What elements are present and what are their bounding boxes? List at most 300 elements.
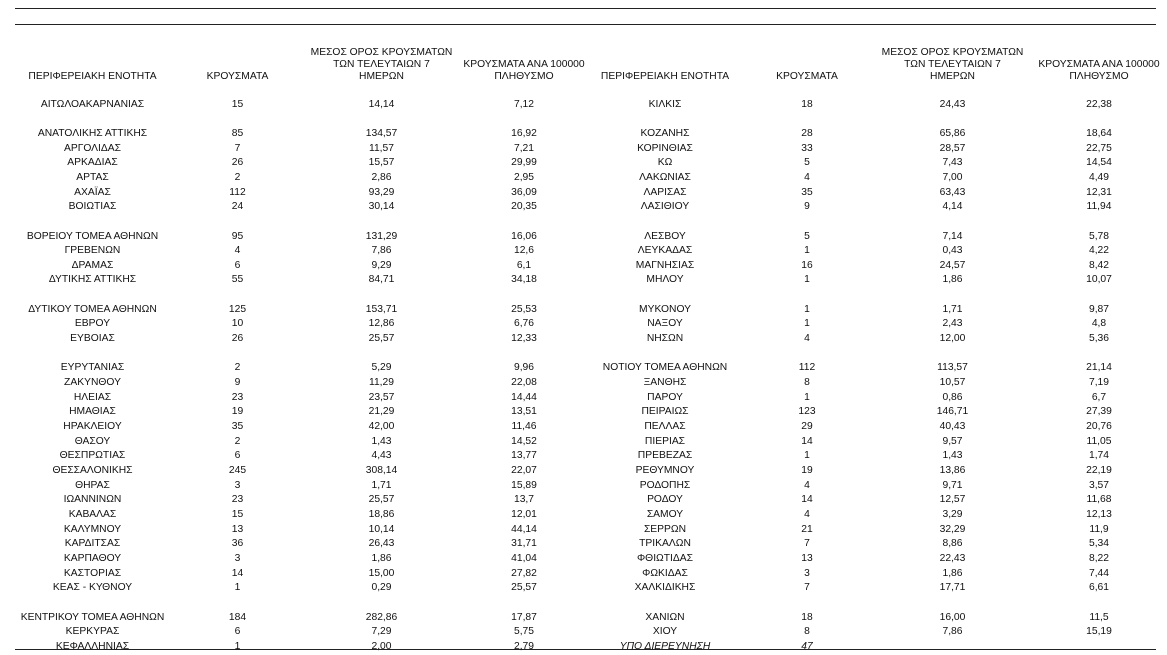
right-region-cell: ΚΙΛΚΙΣ (648, 98, 682, 110)
right-per100k-cell: 7,19 (1088, 377, 1110, 389)
left-cases-cell: 15 (231, 508, 244, 520)
left-cases-cell: 9 (234, 377, 241, 389)
left-avg7-cell: 42,00 (368, 421, 395, 433)
right-region-cell: ΜΑΓΝΗΣΙΑΣ (635, 259, 695, 271)
table-row (10, 303, 1162, 318)
left-cases-cell: 13 (231, 523, 244, 535)
right-avg7-cell: 7,14 (942, 230, 963, 242)
left-avg7-cell: 1,43 (371, 435, 392, 447)
left-cases-cell: 36 (231, 538, 244, 550)
right-per100k-cell: 5,34 (1088, 538, 1110, 550)
left-avg7-cell: 7,86 (371, 245, 392, 257)
left-region-cell: ΗΜΑΘΙΑΣ (69, 406, 116, 418)
left-per100k-cell: 15,89 (511, 479, 537, 491)
table-row (10, 537, 1162, 552)
right-per100k-cell: 5,78 (1088, 230, 1110, 242)
col-header-region-left: ΠΕΡΙΦΕΡΕΙΑΚΗ ΕΝΟΤΗΤΑ (28, 71, 157, 82)
right-cases-cell: 19 (801, 464, 813, 476)
left-avg7-cell: 93,29 (368, 186, 395, 198)
top-rule (15, 8, 1156, 9)
left-region-cell: ΚΕΝΤΡΙΚΟΥ ΤΟΜΕΑ ΑΘΗΝΩΝ (20, 611, 165, 623)
right-avg7-cell: 24,57 (939, 259, 966, 271)
right-per100k-cell: 5,36 (1088, 333, 1110, 345)
left-per100k-cell: 11,46 (511, 421, 537, 433)
left-cases-cell: 26 (231, 157, 244, 169)
right-per100k-cell: 18,64 (1086, 127, 1112, 139)
avg7-line2: ΤΩΝ ΤΕΛΕΥΤΑΙΩΝ 7 (904, 59, 1001, 70)
right-per100k-cell: 20,76 (1086, 421, 1112, 433)
right-avg7-cell: 1,43 (942, 450, 963, 462)
col-header-region-right: ΠΕΡΙΦΕΡΕΙΑΚΗ ΕΝΟΤΗΤΑ (600, 71, 730, 82)
right-avg7-cell: 7,43 (942, 157, 963, 169)
right-region-cell: ΜΗΛΟΥ (646, 274, 684, 286)
left-avg7-cell: 2,00 (371, 640, 392, 652)
right-cases-cell: 16 (801, 259, 813, 271)
right-region-cell: ΡΟΔΟΠΗΣ (639, 479, 691, 491)
right-avg7-cell: 9,71 (942, 479, 963, 491)
right-cases-cell: 21 (801, 523, 813, 535)
right-per100k-cell: 4,22 (1088, 245, 1110, 257)
left-per100k-cell: 34,18 (511, 274, 537, 286)
left-avg7-cell: 11,57 (368, 142, 394, 154)
right-region-cell: ΠΙΕΡΙΑΣ (644, 435, 686, 447)
table-row (10, 581, 1162, 596)
right-region-cell: ΞΑΝΘΗΣ (643, 377, 687, 389)
right-region-cell: ΠΕΙΡΑΙΩΣ (641, 406, 689, 418)
right-region-cell: ΝΑΞΟΥ (647, 318, 683, 330)
right-per100k-cell: 9,87 (1088, 303, 1110, 315)
left-per100k-cell: 41,04 (511, 552, 537, 564)
right-cases-cell: 29 (801, 421, 813, 433)
left-cases-cell: 6 (234, 626, 241, 638)
right-region-cell: ΝΟΤΙΟΥ ΤΟΜΕΑ ΑΘΗΝΩΝ (602, 362, 728, 374)
left-cases-cell: 85 (231, 127, 244, 139)
table-row (10, 449, 1162, 464)
left-cases-cell: 2 (234, 362, 241, 374)
table-row (10, 435, 1162, 450)
left-avg7-cell: 30,14 (368, 201, 395, 213)
left-cases-cell: 2 (234, 435, 241, 447)
left-per100k-cell: 2,95 (513, 171, 535, 183)
right-region-cell: ΛΕΥΚΑΔΑΣ (637, 245, 693, 257)
avg7-line3: ΗΜΕΡΩΝ (930, 71, 975, 82)
left-region-cell: ΚΕΑΣ - ΚΥΘΝΟΥ (52, 582, 133, 594)
table-row (10, 611, 1162, 626)
spacer-row (10, 83, 1162, 98)
spacer-cell (10, 596, 1162, 611)
table-row (10, 273, 1162, 288)
right-cases-cell: 28 (801, 127, 813, 139)
left-region-cell: ΘΕΣΣΑΛΟΝΙΚΗΣ (52, 464, 133, 476)
table-row (10, 479, 1162, 494)
right-cases-cell: 1 (804, 450, 810, 462)
table-row (10, 523, 1162, 538)
right-avg7-cell: 17,71 (939, 582, 966, 594)
left-avg7-cell: 15,00 (368, 567, 395, 579)
left-per100k-cell: 27,82 (511, 567, 537, 579)
left-per100k-cell: 6,1 (516, 259, 532, 271)
left-cases-cell: 6 (234, 450, 241, 462)
right-avg7-cell: 32,29 (939, 523, 966, 535)
spacer-cell (10, 215, 1162, 230)
left-per100k-cell: 29,99 (511, 157, 537, 169)
table-row (10, 200, 1162, 215)
table-row (10, 376, 1162, 391)
left-region-cell: ΗΡΑΚΛΕΙΟΥ (63, 421, 122, 433)
right-cases-cell: 1 (804, 391, 810, 403)
left-per100k-cell: 31,71 (511, 538, 537, 550)
left-cases-cell: 125 (228, 303, 247, 315)
bottom-rule (15, 649, 1156, 650)
right-cases-cell: 14 (801, 494, 813, 506)
right-per100k-cell: 3,57 (1088, 479, 1110, 491)
right-cases-cell: 5 (804, 157, 810, 169)
spacer-cell (10, 112, 1162, 127)
right-region-cell: ΤΡΙΚΑΛΩΝ (639, 538, 691, 550)
right-cases-cell: 35 (801, 186, 813, 198)
right-region-cell: ΝΗΣΩΝ (646, 333, 684, 345)
left-avg7-cell: 4,43 (371, 450, 392, 462)
left-cases-cell: 14 (231, 567, 244, 579)
table-row (10, 127, 1162, 142)
left-region-cell: ΖΑΚΥΝΘΟΥ (64, 377, 121, 389)
right-cases-cell: 18 (801, 611, 813, 623)
table-row (10, 244, 1162, 259)
avg7-line1: ΜΕΣΟΣ ΟΡΟΣ ΚΡΟΥΣΜΑΤΩΝ (310, 47, 453, 58)
left-region-cell: ΚΑΡΔΙΤΣΑΣ (64, 538, 121, 550)
left-region-cell: ΚΑΛΥΜΝΟΥ (63, 523, 122, 535)
table-row (10, 464, 1162, 479)
right-cases-cell: 4 (804, 479, 810, 491)
spacer-cell (10, 288, 1162, 303)
right-per100k-cell: 8,42 (1088, 259, 1110, 271)
left-avg7-cell: 21,29 (368, 406, 395, 418)
spacer-cell (10, 347, 1162, 362)
right-cases-cell: 47 (801, 640, 813, 652)
left-cases-cell: 4 (234, 245, 241, 257)
left-per100k-cell: 13,51 (511, 406, 537, 418)
left-cases-cell: 55 (231, 274, 244, 286)
left-region-cell: ΚΕΡΚΥΡΑΣ (65, 626, 120, 638)
right-cases-cell: 5 (804, 230, 810, 242)
left-per100k-cell: 17,87 (511, 611, 537, 623)
right-per100k-cell: 4,8 (1091, 318, 1107, 330)
right-cases-cell: 112 (798, 362, 816, 374)
spacer-row (10, 288, 1162, 303)
left-region-cell: ΕΒΡΟΥ (74, 318, 111, 330)
top-rule-secondary (15, 24, 1156, 25)
right-cases-cell: 3 (804, 567, 810, 579)
left-avg7-cell: 134,57 (365, 127, 398, 139)
right-region-cell: ΦΘΙΩΤΙΔΑΣ (636, 552, 694, 564)
left-avg7-cell: 7,29 (371, 626, 392, 638)
right-per100k-cell: 6,7 (1091, 391, 1107, 403)
right-per100k-cell: 12,13 (1086, 508, 1112, 520)
left-cases-cell: 19 (231, 406, 244, 418)
left-cases-cell: 10 (231, 318, 244, 330)
left-region-cell: ΔΥΤΙΚΟΥ ΤΟΜΕΑ ΑΘΗΝΩΝ (28, 303, 157, 315)
right-per100k-cell: 11,05 (1086, 435, 1112, 447)
left-per100k-cell: 22,07 (511, 464, 537, 476)
left-region-cell: ΕΥΒΟΙΑΣ (70, 333, 115, 345)
left-avg7-cell: 11,29 (368, 377, 394, 389)
left-avg7-cell: 10,14 (368, 523, 395, 535)
left-avg7-cell: 23,57 (368, 391, 395, 403)
left-region-cell: ΗΛΕΙΑΣ (73, 391, 112, 403)
table-row (10, 391, 1162, 406)
spacer-row (10, 112, 1162, 127)
right-per100k-cell: 1,74 (1088, 450, 1110, 462)
right-cases-cell: 1 (804, 245, 810, 257)
right-avg7-cell: 0,43 (942, 245, 963, 257)
left-region-cell: ΘΑΣΟΥ (74, 435, 111, 447)
right-per100k-cell: 15,19 (1086, 626, 1112, 638)
right-region-cell: ΥΠΟ ΔΙΕΡΕΥΝΗΣΗ (619, 640, 711, 652)
left-region-cell: ΙΩΑΝΝΙΝΩΝ (63, 494, 122, 506)
left-region-cell: ΘΗΡΑΣ (75, 479, 110, 491)
left-avg7-cell: 153,71 (365, 303, 398, 315)
table-row (10, 361, 1162, 376)
left-avg7-cell: 9,29 (371, 259, 392, 271)
left-per100k-cell: 13,7 (513, 494, 535, 506)
right-cases-cell: 123 (798, 406, 816, 418)
spacer-cell (10, 83, 1162, 98)
right-cases-cell: 4 (804, 171, 810, 183)
left-cases-cell: 6 (234, 259, 241, 271)
right-region-cell: ΡΕΘΥΜΝΟΥ (635, 464, 695, 476)
right-per100k-cell: 21,14 (1086, 362, 1112, 374)
right-region-cell: ΚΟΡΙΝΘΙΑΣ (637, 142, 693, 154)
left-region-cell: ΔΥΤΙΚΗΣ ΑΤΤΙΚΗΣ (48, 274, 137, 286)
table-row (10, 156, 1162, 171)
left-region-cell: ΘΕΣΠΡΩΤΙΑΣ (59, 450, 126, 462)
left-per100k-cell: 12,6 (513, 245, 535, 257)
table-row (10, 317, 1162, 332)
right-avg7-cell (869, 640, 1036, 655)
table-row (10, 230, 1162, 245)
right-region-cell: ΛΑΚΩΝΙΑΣ (639, 171, 691, 183)
right-avg7-cell: 9,57 (942, 435, 963, 447)
right-cases-cell: 13 (801, 552, 813, 564)
right-avg7-cell: 3,29 (942, 508, 963, 520)
left-region-cell: ΒΟΡΕΙΟΥ ΤΟΜΕΑ ΑΘΗΝΩΝ (26, 230, 159, 242)
left-cases-cell: 24 (231, 201, 244, 213)
right-per100k-cell: 8,22 (1088, 552, 1110, 564)
left-cases-cell: 23 (231, 494, 244, 506)
left-region-cell: ΑΙΤΩΛΟΑΚΑΡΝΑΝΙΑΣ (40, 98, 145, 110)
left-per100k-cell: 16,92 (511, 127, 537, 139)
left-per100k-cell: 44,14 (511, 523, 537, 535)
left-cases-cell: 7 (234, 142, 241, 154)
left-avg7-cell: 84,71 (368, 274, 395, 286)
right-avg7-cell: 113,57 (937, 362, 968, 374)
left-avg7-cell: 26,43 (368, 538, 395, 550)
left-cases-cell: 245 (228, 464, 247, 476)
left-per100k-cell: 12,33 (511, 333, 537, 345)
left-avg7-cell: 1,71 (371, 479, 392, 491)
left-region-cell: ΕΥΡΥΤΑΝΙΑΣ (60, 362, 125, 374)
left-region-cell: ΔΡΑΜΑΣ (71, 259, 114, 271)
left-cases-cell: 23 (231, 391, 244, 403)
right-per100k-cell: 4,49 (1088, 171, 1110, 183)
left-region-cell: ΚΑΣΤΟΡΙΑΣ (63, 567, 122, 579)
table-row (10, 640, 1162, 655)
right-cases-cell: 8 (804, 377, 810, 389)
table-row (10, 171, 1162, 186)
left-cases-cell: 1 (234, 640, 241, 652)
left-per100k-cell: 12,01 (511, 508, 537, 520)
avg7-line1: ΜΕΣΟΣ ΟΡΟΣ ΚΡΟΥΣΜΑΤΩΝ (881, 47, 1024, 58)
right-region-cell: ΡΟΔΟΥ (647, 494, 683, 506)
cases-table (10, 37, 1162, 655)
left-cases-cell: 184 (228, 611, 247, 623)
right-avg7-cell: 12,00 (939, 333, 966, 345)
right-cases-cell: 7 (804, 582, 810, 594)
header-row (10, 37, 1162, 83)
right-cases-cell: 7 (804, 538, 810, 550)
right-region-cell: ΜΥΚΟΝΟΥ (639, 303, 691, 315)
right-cases-cell: 4 (804, 333, 810, 345)
right-per100k-cell: 11,9 (1089, 523, 1109, 535)
table-row (10, 332, 1162, 347)
right-avg7-cell: 40,43 (939, 421, 966, 433)
right-per100k-cell: 10,07 (1086, 274, 1112, 286)
right-cases-cell: 9 (804, 201, 810, 213)
right-cases-cell: 4 (804, 508, 810, 520)
left-region-cell: ΑΡΤΑΣ (76, 171, 109, 183)
right-region-cell: ΛΑΣΙΘΙΟΥ (640, 201, 690, 213)
right-avg7-cell: 13,86 (939, 464, 966, 476)
spacer-row (10, 215, 1162, 230)
table-row (10, 98, 1162, 113)
avg7-line2: ΤΩΝ ΤΕΛΕΥΤΑΙΩΝ 7 (333, 59, 430, 70)
right-cases-cell: 1 (804, 318, 810, 330)
left-avg7-cell: 0,29 (371, 582, 392, 594)
table-row (10, 142, 1162, 157)
right-per100k-cell: 11,5 (1089, 611, 1109, 623)
left-per100k-cell: 13,77 (511, 450, 537, 462)
right-region-cell: ΣΑΜΟΥ (646, 508, 684, 520)
left-per100k-cell: 22,08 (511, 377, 537, 389)
right-avg7-cell: 4,14 (942, 201, 963, 213)
left-per100k-cell: 16,06 (511, 230, 537, 242)
left-per100k-cell: 7,21 (513, 142, 535, 154)
right-per100k-cell: 11,94 (1086, 201, 1112, 213)
left-cases-cell: 95 (231, 230, 244, 242)
left-region-cell: ΑΧΑΪΑΣ (74, 186, 111, 198)
left-per100k-cell: 20,35 (511, 201, 537, 213)
table-row (10, 493, 1162, 508)
left-region-cell: ΑΝΑΤΟΛΙΚΗΣ ΑΤΤΙΚΗΣ (37, 127, 148, 139)
col-header-per100k-left (463, 37, 585, 83)
right-per100k-cell (1036, 640, 1162, 655)
col-header-avg7-left (300, 37, 463, 83)
left-cases-cell: 112 (229, 186, 246, 198)
table-row (10, 552, 1162, 567)
left-avg7-cell: 1,86 (371, 552, 392, 564)
left-avg7-cell: 25,57 (368, 333, 395, 345)
right-per100k-cell: 14,54 (1086, 157, 1112, 169)
left-per100k-cell: 25,57 (511, 582, 537, 594)
right-avg7-cell: 7,86 (942, 626, 963, 638)
left-region-cell: ΑΡΓΟΛΙΔΑΣ (63, 142, 122, 154)
left-per100k-cell: 36,09 (511, 186, 537, 198)
right-per100k-cell: 6,61 (1088, 582, 1110, 594)
left-cases-cell: 26 (231, 333, 244, 345)
right-region-cell: ΣΕΡΡΩΝ (643, 523, 687, 535)
right-per100k-cell: 12,31 (1086, 186, 1112, 198)
right-cases-cell: 18 (801, 98, 813, 110)
table-row (10, 405, 1162, 420)
right-avg7-cell: 1,71 (942, 303, 963, 315)
right-per100k-cell: 27,39 (1086, 406, 1112, 418)
left-per100k-cell: 25,53 (511, 303, 537, 315)
left-per100k-cell: 14,52 (511, 435, 537, 447)
right-avg7-cell: 8,86 (942, 538, 963, 550)
table-row (10, 259, 1162, 274)
left-avg7-cell: 131,29 (365, 230, 398, 242)
table-body (10, 83, 1162, 655)
left-cases-cell: 15 (231, 98, 244, 110)
right-avg7-cell: 63,43 (939, 186, 966, 198)
table-row (10, 186, 1162, 201)
right-per100k-cell: 22,75 (1086, 142, 1112, 154)
per100k-line2: ΠΛΗΘΥΣΜΟ (1069, 71, 1129, 82)
right-avg7-cell: 65,86 (939, 127, 966, 139)
left-avg7-cell: 12,86 (368, 318, 395, 330)
left-cases-cell: 2 (234, 171, 241, 183)
right-avg7-cell: 0,86 (942, 391, 963, 403)
right-region-cell: ΧΑΛΚΙΔΙΚΗΣ (634, 582, 696, 594)
right-avg7-cell: 28,57 (939, 142, 966, 154)
right-region-cell: ΧΑΝΙΩΝ (645, 611, 685, 623)
right-per100k-cell: 11,68 (1086, 494, 1112, 506)
per100k-line1: ΚΡΟΥΣΜΑΤΑ ΑΝΑ 100000 (463, 59, 585, 70)
left-per100k-cell: 2,79 (513, 640, 535, 652)
left-avg7-cell: 282,86 (365, 611, 398, 623)
right-region-cell: ΚΟΖΑΝΗΣ (640, 127, 690, 139)
left-avg7-cell: 18,86 (368, 508, 395, 520)
left-cases-cell: 1 (234, 582, 241, 594)
left-avg7-cell: 25,57 (368, 494, 395, 506)
right-avg7-cell: 146,71 (936, 406, 969, 418)
right-per100k-cell: 22,38 (1086, 98, 1112, 110)
left-region-cell: ΚΕΦΑΛΛΗΝΙΑΣ (55, 640, 130, 652)
right-avg7-cell: 22,43 (939, 552, 966, 564)
table-row (10, 567, 1162, 582)
left-region-cell: ΑΡΚΑΔΙΑΣ (67, 157, 118, 169)
table-row (10, 625, 1162, 640)
right-avg7-cell: 1,86 (942, 274, 963, 286)
right-cases-cell: 8 (804, 626, 810, 638)
col-header-avg7-right (869, 37, 1036, 83)
left-per100k-cell: 5,75 (513, 626, 535, 638)
left-cases-cell: 3 (234, 552, 241, 564)
right-region-cell: ΠΕΛΛΑΣ (644, 421, 686, 433)
left-per100k-cell: 14,44 (511, 391, 537, 403)
right-avg7-cell: 16,00 (939, 611, 966, 623)
col-header-per100k-right (1036, 37, 1162, 83)
left-region-cell: ΚΑΡΠΑΘΟΥ (63, 552, 122, 564)
right-cases-cell: 33 (801, 142, 813, 154)
right-avg7-cell: 1,86 (942, 567, 963, 579)
left-region-cell: ΚΑΒΑΛΑΣ (68, 508, 117, 520)
left-avg7-cell: 308,14 (365, 464, 398, 476)
left-per100k-cell: 9,96 (513, 362, 535, 374)
right-cases-cell: 1 (804, 303, 810, 315)
left-cases-cell: 35 (231, 421, 244, 433)
left-per100k-cell: 7,12 (513, 98, 535, 110)
